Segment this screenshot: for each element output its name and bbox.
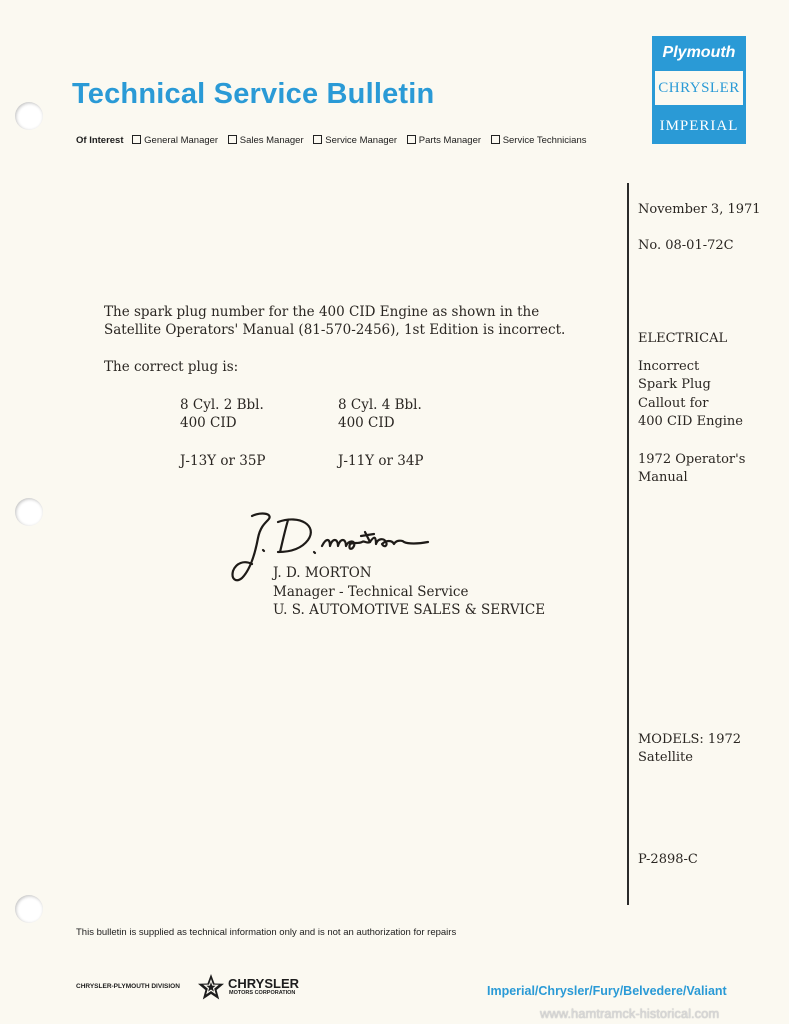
checkbox-icon <box>407 135 416 144</box>
checkbox-icon <box>491 135 500 144</box>
pentastar-logo-icon <box>197 973 225 1001</box>
brand-logo-block <box>652 36 746 144</box>
reference-line: Manual <box>638 470 688 485</box>
brand-chrysler: CHRYSLER <box>658 80 740 96</box>
page-title: Technical Service Bulletin <box>72 78 435 110</box>
bulletin-category: ELECTRICAL <box>638 331 728 346</box>
interest-checklist <box>76 135 593 146</box>
car-lines: Imperial/Chrysler/Fury/Belvedere/Valiant <box>487 984 727 998</box>
subject-line: Spark Plug <box>638 377 711 392</box>
punch-hole-bottom <box>15 895 43 923</box>
interest-option-service-manager[interactable]: Service Manager <box>313 135 397 146</box>
signatory-name: J. D. MORTON <box>273 565 372 581</box>
subject-line: Incorrect <box>638 359 700 374</box>
intro-text: The correct plug is: <box>104 359 239 375</box>
disclaimer-text: This bulletin is supplied as technical information only and is not an authorization for repairs <box>76 927 457 938</box>
corporation-subtitle: MOTORS CORPORATION <box>229 990 296 996</box>
paragraph-line: Satellite Operators' Manual (81-570-2456), 1st Edition is incorrect. <box>104 322 566 338</box>
signatory-org: U. S. AUTOMOTIVE SALES & SERVICE <box>273 602 546 618</box>
bulletin-date: November 3, 1971 <box>638 202 761 217</box>
interest-option-service-technicians[interactable]: Service Technicians <box>491 135 587 146</box>
paragraph-line: The spark plug number for the 400 CID Engine as shown in the <box>104 304 540 320</box>
signatory-title: Manager - Technical Service <box>273 584 469 600</box>
plug-number-2bbl: J-13Y or 35P <box>180 453 266 469</box>
reference-line: 1972 Operator's <box>638 452 746 467</box>
brand-plymouth: Plymouth <box>662 44 736 61</box>
form-number: P-2898-C <box>638 852 698 867</box>
interest-option-parts-manager[interactable]: Parts Manager <box>407 135 481 146</box>
plug-engine-4bbl: 8 Cyl. 4 Bbl. <box>338 397 422 413</box>
checkbox-icon <box>132 135 141 144</box>
punch-hole-top <box>15 102 43 130</box>
subject-line: 400 CID Engine <box>638 414 743 429</box>
column-divider <box>627 183 629 905</box>
plug-cid-2bbl: 400 CID <box>180 415 237 431</box>
bulletin-number: No. 08-01-72C <box>638 238 734 253</box>
plug-cid-4bbl: 400 CID <box>338 415 395 431</box>
brand-imperial: IMPERIAL <box>659 118 739 134</box>
punch-hole-middle <box>15 498 43 526</box>
subject-line: Callout for <box>638 396 709 411</box>
plug-number-4bbl: J-11Y or 34P <box>338 453 424 469</box>
models-line: Satellite <box>638 750 693 765</box>
checkbox-icon <box>313 135 322 144</box>
models-line: MODELS: 1972 <box>638 732 742 747</box>
corporation-name: CHRYSLER <box>228 976 300 991</box>
division-name: CHRYSLER-PLYMOUTH DIVISION <box>76 983 180 990</box>
plug-engine-2bbl: 8 Cyl. 2 Bbl. <box>180 397 264 413</box>
checkbox-icon <box>228 135 237 144</box>
interest-option-sales-manager[interactable]: Sales Manager <box>228 135 304 146</box>
watermark-url: www.hamtramck-historical.com <box>540 1006 720 1021</box>
interest-label: Of Interest <box>76 135 124 146</box>
interest-option-general-manager[interactable]: General Manager <box>132 135 218 146</box>
